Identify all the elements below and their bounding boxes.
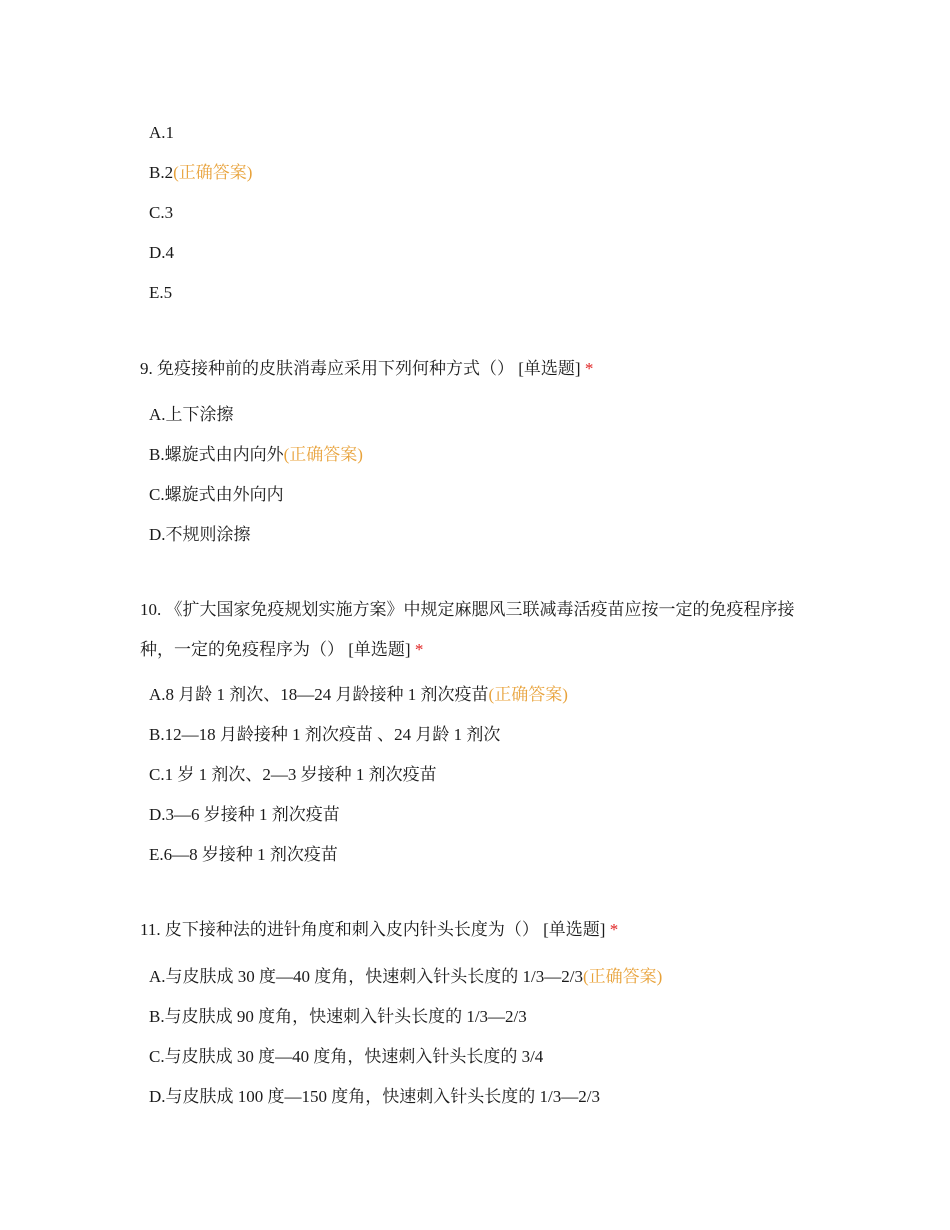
q9-option-c [149,483,284,507]
option-label: E.6—8 岁接种 1 剂次疫苗 [149,845,338,864]
correct-answer-tag: (正确答案) [173,163,253,182]
option-label: B.2 [149,163,174,182]
q8-option-a [149,121,174,145]
option-label: B.与皮肤成 90 度角，快速刺入针头长度的 1/3—2/3 [149,1007,527,1026]
question-text: 9. 免疫接种前的皮肤消毒应采用下列何种方式（） [140,359,514,378]
q8-option-d [149,241,174,265]
option-label: D.不规则涂擦 [149,525,251,544]
option-label: A.上下涂擦 [149,405,234,424]
question-text: 11. 皮下接种法的进针角度和刺入皮内针头长度为（） [140,920,539,939]
correct-answer-tag: (正确答案) [582,967,663,986]
question-type: [单选题] [348,640,411,659]
option-label: C.与皮肤成 30 度—40 度角，快速刺入针头长度的 3/4 [149,1047,544,1066]
q8-option-e [149,281,172,305]
option-label: A.8 月龄 1 剂次、18—24 月龄接种 1 剂次疫苗 [149,685,489,704]
required-mark: * [609,920,619,939]
option-label: D.3—6 岁接种 1 剂次疫苗 [149,805,340,824]
q9-option-b [149,443,363,467]
question-text: 10. 《扩大国家免疫规划实施方案》中规定麻腮风三联减毒活疫苗应按一定的免疫程序接种，一定的免疫程序为（） [140,600,795,659]
q9-title [140,349,820,389]
question-type: [单选题] [543,920,606,939]
option-label: C.1 岁 1 剂次、2—3 岁接种 1 剂次疫苗 [149,765,437,784]
q8-option-b [149,161,252,185]
q10-option-e [149,843,338,867]
q10-title [140,590,820,670]
required-mark: * [414,640,424,659]
option-label: D.4 [149,243,175,262]
q9-option-d [149,523,251,547]
q11-option-c [149,1045,543,1069]
correct-answer-tag: (正确答案) [488,685,568,704]
required-mark: * [584,359,594,378]
option-label: A.与皮肤成 30 度—40 度角，快速刺入针头长度的 1/3—2/3 [149,967,583,986]
option-label: D.与皮肤成 100 度—150 度角，快速刺入针头长度的 1/3—2/3 [149,1087,600,1106]
q10-option-a [149,683,568,707]
option-label: B.12—18 月龄接种 1 剂次疫苗 、24 月龄 1 剂次 [149,725,501,744]
question-type: [单选题] [518,359,581,378]
option-label: A.1 [149,123,175,142]
option-label: C.3 [149,203,174,222]
q11-option-d [149,1085,600,1109]
q8-option-c [149,201,173,225]
q9-option-a [149,403,234,427]
q11-title [140,910,820,950]
option-label: C.螺旋式由外向内 [149,485,284,504]
option-label: E.5 [149,283,173,302]
q10-option-d [149,803,340,827]
correct-answer-tag: (正确答案) [283,445,363,464]
q11-option-b [149,1005,527,1029]
q10-option-c [149,763,437,787]
q10-option-b [149,723,500,747]
q11-option-a [149,965,662,989]
option-label: B.螺旋式由内向外 [149,445,284,464]
